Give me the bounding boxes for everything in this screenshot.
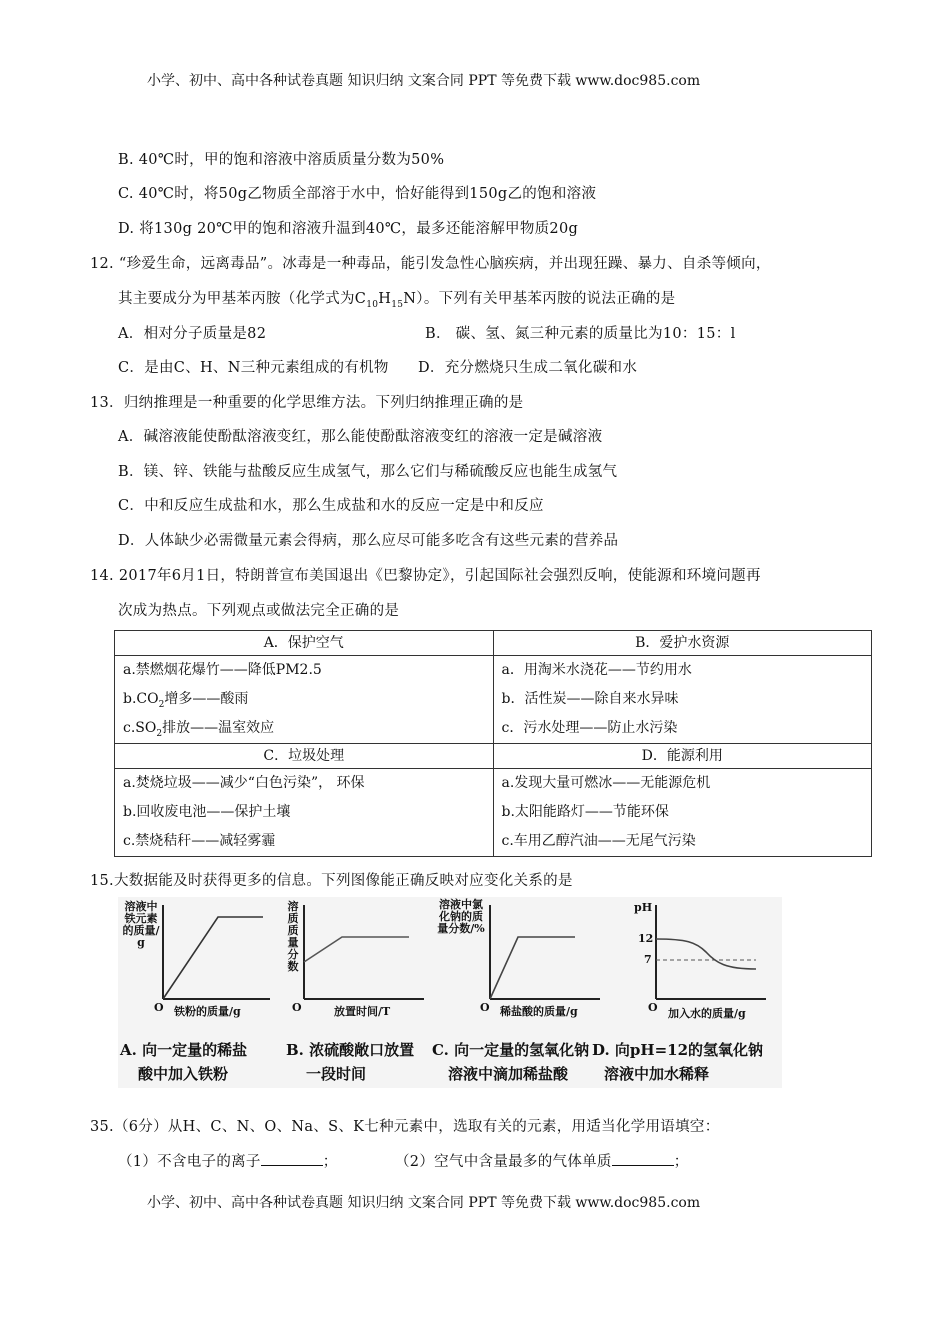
graph-b-curve [304,937,409,962]
table-a-item-c-post: 排放——温室效应 [162,720,275,736]
table-cell-b-body [493,656,872,744]
graph-a-origin: O [154,1001,164,1014]
q12-sub-h: 15 [391,299,404,310]
q35-part2-blank[interactable] [612,1153,674,1166]
q13-option-a: A．碱溶液能使酚酞溶液变红，那么能使酚酞溶液变红的溶液一定是碱溶液 [118,429,603,445]
graph-d-tick-12: 12 [638,932,654,945]
q35-part2-label: （2）空气中含量最多的气体单质 [395,1154,612,1170]
q14-stem-line1: 14. 2017年6月1日，特朗普宣布美国退出《巴黎协定》，引起国际社会强烈反响，使能源和环境问题再 [90,568,761,584]
table-b-item-c: c．污水处理——防止水污染 [501,720,678,736]
table-a-item-b-pre: b.CO [123,691,159,707]
q14-stem-line2: 次成为热点。下列观点或做法完全正确的是 [118,603,400,619]
graph-c-caption-1: C. 向一定量的氢氧化钠 [432,1041,590,1059]
q11-option-c: C. 40℃时，将50g乙物质全部溶于水中，恰好能得到150g乙的饱和溶液 [118,186,597,202]
q35-part2 [395,1150,689,1171]
table-cell-a-body [115,656,494,744]
graph-a [118,897,284,1088]
graph-c-origin: O [480,1001,490,1014]
q11-option-b: B. 40℃时，甲的饱和溶液中溶质质量分数为50% [118,152,445,168]
q12-sub-c: 10 [366,299,379,310]
table-a-item-b-sub: 2 [158,699,165,710]
q35-part2-end: ； [673,1154,689,1170]
q35-part1-label: （1）不含电子的离子 [118,1154,261,1170]
graph-d-caption-2: 溶液中加水稀释 [604,1065,710,1083]
q15-graphs-image [118,897,782,1088]
q14-options-table [114,630,872,857]
graph-b-ylabel: 溶质质量分数 [287,900,299,973]
graph-c-ylabel: 溶液中氯化钠的质量分数/% [437,898,485,935]
table-d-item-b: b.太阳能路灯——节能环保 [501,804,669,820]
graph-d-curve [656,939,756,969]
graph-d-caption-1: D. 向pH=12的氢氧化钠 [592,1041,764,1059]
q13-option-c: C．中和反应生成盐和水，那么生成盐和水的反应一定是中和反应 [118,498,544,514]
graph-d [592,897,782,1088]
graph-b [284,897,450,1088]
q12-option-a: A．相对分子质量是82 [118,326,267,342]
q12-option-d: D．充分燃烧只生成二氧化碳和水 [418,360,638,376]
q35-part1 [118,1150,338,1171]
graph-d-ylabel: pH [634,901,653,914]
table-c-item-a: a.焚烧垃圾——减少“白色污染”， 环保 [123,775,365,791]
graph-d-xlabel: 加入水的质量/g [668,1007,746,1020]
graph-b-origin: O [292,1001,302,1014]
graph-a-curve [163,917,263,999]
table-cell-d-title: D．能源利用 [493,744,872,769]
table-c-item-c: c.禁烧秸秆——减轻雾霾 [123,833,276,849]
q12-stem-line2-post: N）。下列有关甲基苯丙胺的说法正确的是 [403,291,676,307]
q12-stem-line2-pre: 其主要成分为甲基苯丙胺（化学式为C [118,291,367,307]
q11-option-d: D. 将130g 20℃甲的饱和溶液升温到40℃，最多还能溶解甲物质20g [118,221,579,237]
graph-b-caption-1: B. 浓硫酸敞口放置 [286,1041,415,1059]
q35-stem: 35.（6分）从H、C、N、O、Na、S、K七种元素中，选取有关的元素，用适当化学用语填空： [90,1119,720,1135]
q13-option-b: B．镁、锌、铁能与盐酸反应生成氢气，那么它们与稀硫酸反应也能生成氢气 [118,464,618,480]
graph-b-caption-2: 一段时间 [306,1065,367,1083]
table-d-item-c: c.车用乙醇汽油——无尾气污染 [501,833,696,849]
q12-stem-line1: 12. “珍爱生命，远离毒品”。冰毒是一种毒品，能引发急性心脑疾病，并出现狂躁、暴力、自杀等倾向， [90,256,771,272]
table-a-item-c-pre: c.SO [123,720,157,736]
table-cell-d-body [493,769,872,857]
table-a-item-a: a.禁燃烟花爆竹——降低PM2.5 [123,662,322,678]
table-cell-c-body [115,769,494,857]
q12-option-c: C．是由C、H、N三种元素组成的有机物 [118,360,389,376]
q15-stem: 15.大数据能及时获得更多的信息。下列图像能正确反映对应变化关系的是 [90,873,573,889]
table-d-item-a: a.发现大量可燃冰——无能源危机 [501,775,711,791]
graph-d-origin: O [648,1001,658,1014]
table-a-item-c-sub: 2 [156,728,163,739]
table-b-item-b: b．活性炭——除自来水异味 [501,691,679,707]
graph-c-caption-2: 溶液中滴加稀盐酸 [448,1065,569,1083]
graph-b-xlabel: 放置时间/T [334,1005,391,1018]
q13-stem: 13．归纳推理是一种重要的化学思维方法。下列归纳推理正确的是 [90,395,524,411]
table-cell-a-title: A．保护空气 [115,631,494,656]
table-a-item-c [123,714,485,743]
graph-a-xlabel: 铁粉的质量/g [174,1005,241,1018]
table-a-item-b-post: 增多——酸雨 [164,691,249,707]
q35-part1-end: ； [322,1154,338,1170]
graph-a-caption-1: A. 向一定量的稀盐 [120,1041,248,1059]
graph-d-tick-7: 7 [644,953,652,966]
graph-c-curve [490,937,575,999]
table-b-item-a: a．用淘米水浇花——节约用水 [501,662,692,678]
q12-stem-line2 [118,287,675,308]
graph-c-xlabel: 稀盐酸的质量/g [500,1005,578,1018]
q12-option-b: B． 碳、氢、氮三种元素的质量比为10：15：l [425,326,736,342]
q12-h: H [378,291,392,307]
table-cell-b-title: B．爱护水资源 [493,631,872,656]
page-header: 小学、初中、高中各种试卷真题 知识归纳 文案合同 PPT 等免费下载 www.doc985.com [147,73,701,89]
table-cell-c-title: C．垃圾处理 [115,744,494,769]
graph-a-caption-2: 酸中加入铁粉 [138,1065,229,1083]
page-footer: 小学、初中、高中各种试卷真题 知识归纳 文案合同 PPT 等免费下载 www.doc985.com [147,1195,701,1211]
table-c-item-b: b.回收废电池——保护土壤 [123,804,291,820]
q35-part1-blank[interactable] [261,1153,323,1166]
q13-option-d: D．人体缺少必需微量元素会得病，那么应尽可能多吃含有这些元素的营养品 [118,533,619,549]
table-a-item-b [123,685,485,714]
graph-a-ylabel: 溶液中铁元素的质量/g [122,900,160,949]
